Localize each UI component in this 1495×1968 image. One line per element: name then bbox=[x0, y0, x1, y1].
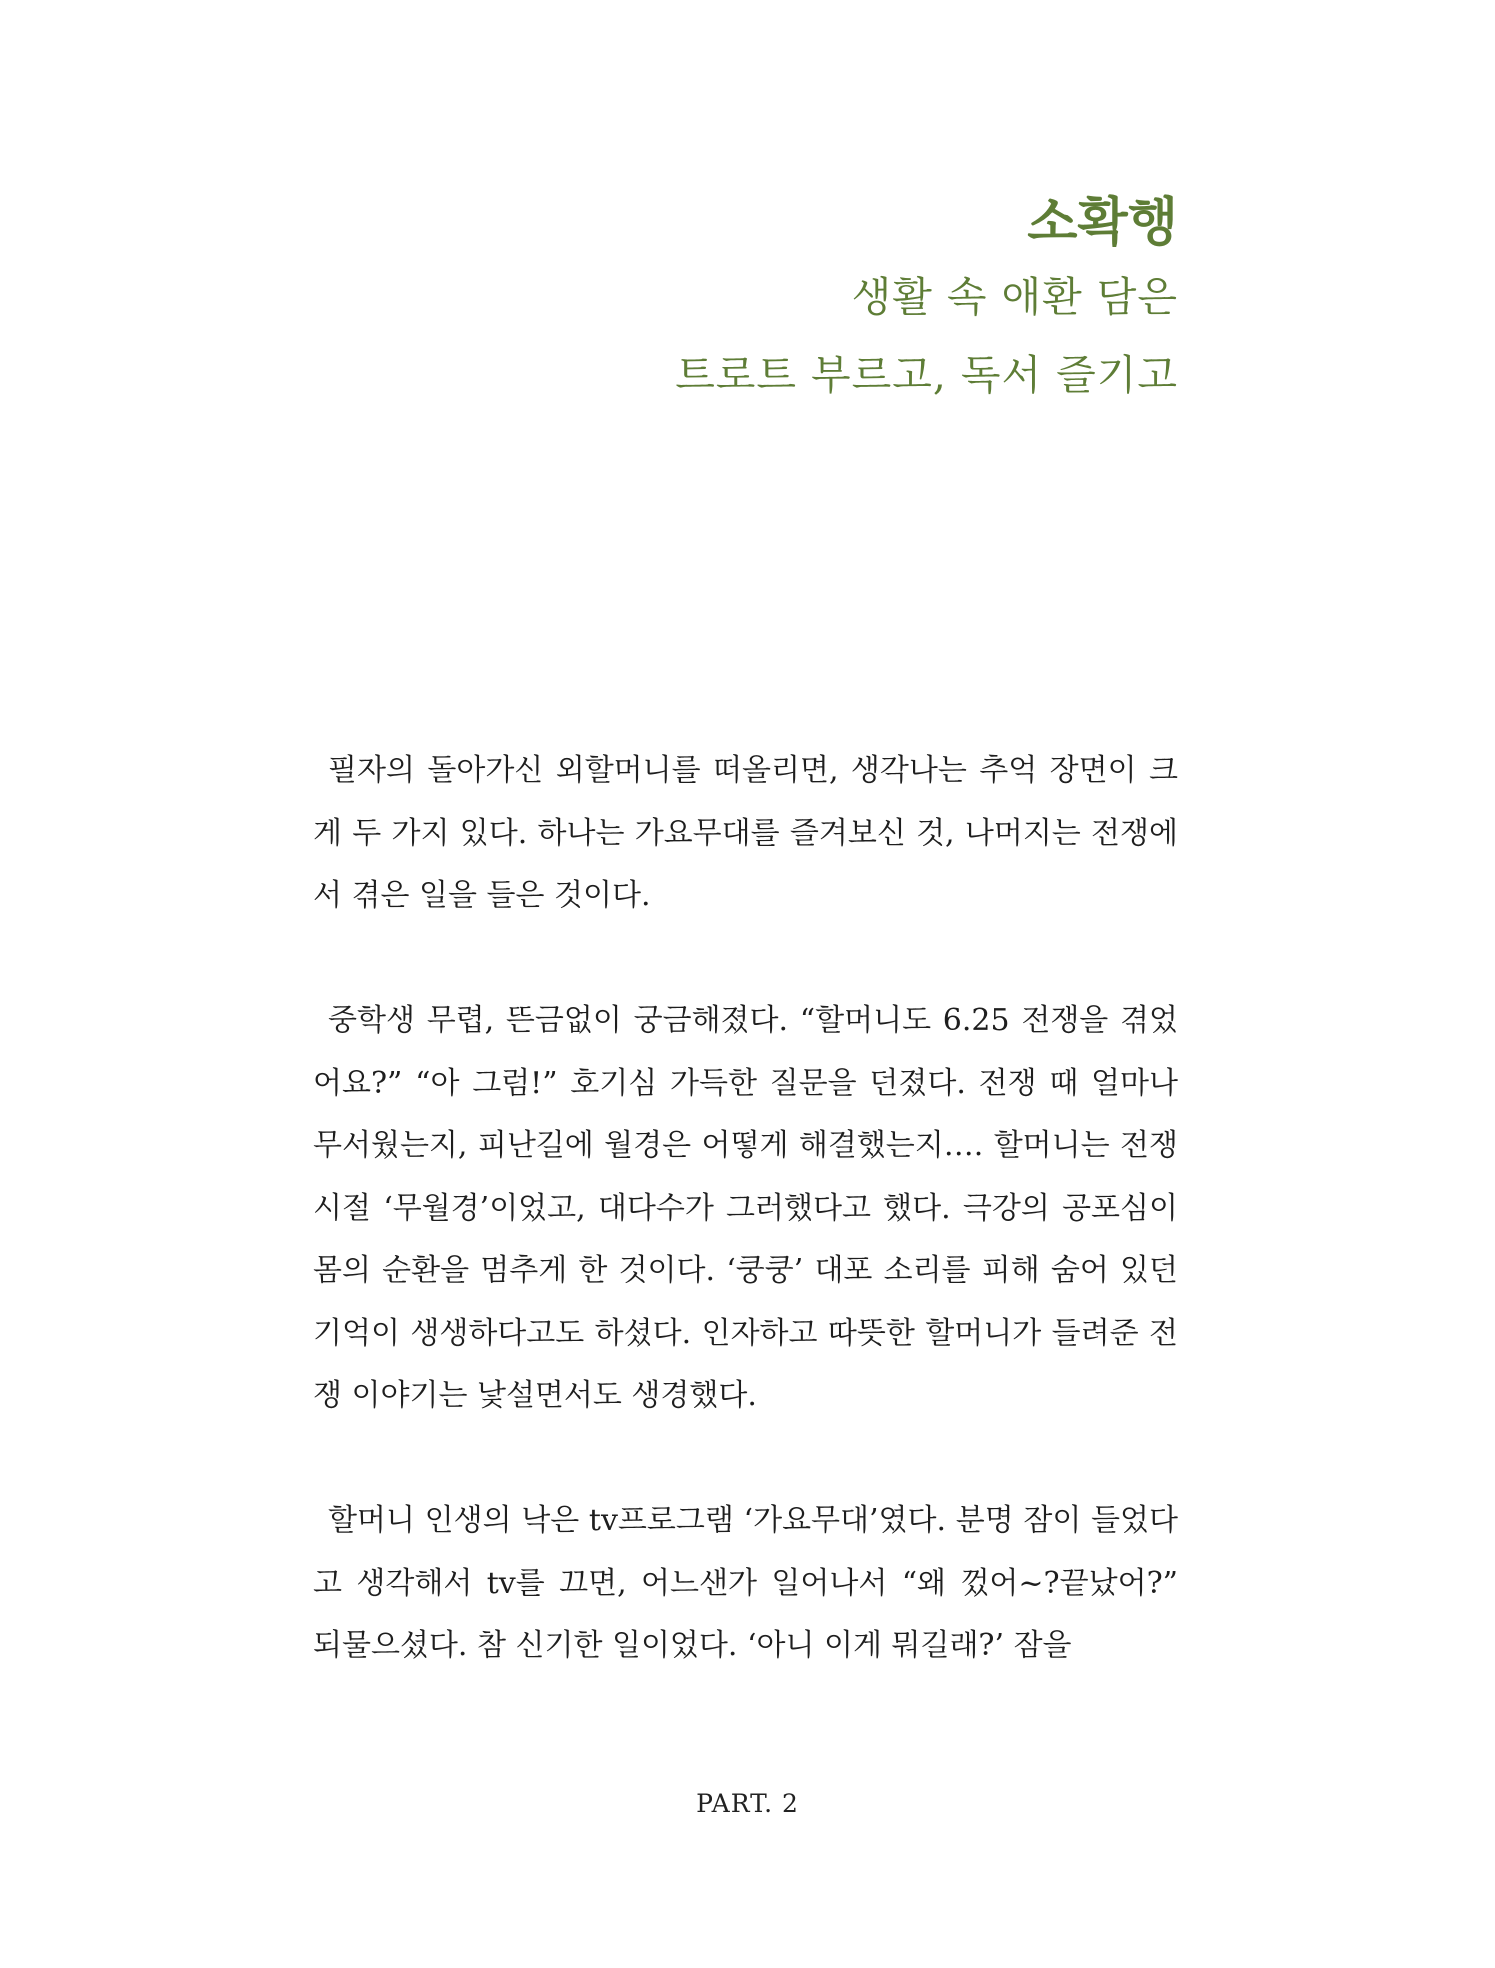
body-text bbox=[313, 740, 1178, 1678]
subtitle-line-2: 트로트 부르고, 독서 즐기고 bbox=[675, 351, 1178, 399]
page-title: 소확행 bbox=[1027, 193, 1178, 253]
heading-block bbox=[278, 188, 1178, 414]
section-label: PART. 2 bbox=[696, 1789, 799, 1818]
paragraph-2: 중학생 무렵, 뜬금없이 궁금해졌다. “할머니도 6.25 전쟁을 겪었어요?” “아 그럼!” 호기심 가득한 질문을 던졌다. 전쟁 때 얼마나 무서웠는지, 피난길에 월경은 어떻게 해결했는지…. 할머니는 전쟁 시절 ‘무월경’이었고, 대다수가 그러했다고 했다. 극강의 공포심이 몸의 순환을 멈추게 한 것이다. ‘쿵쿵’ 대포 소리를 피해 숨어 있던 기억이 생생하다고도 하셨다. 인자하고 따뜻한 할머니가 들려준 전쟁 이야기는 낯설면서도 생경했다. bbox=[313, 1003, 1178, 1413]
subtitle-line-1: 생활 속 애환 담은 bbox=[851, 273, 1178, 321]
paragraph-1: 필자의 돌아가신 외할머니를 떠올리면, 생각나는 추억 장면이 크게 두 가지 있다. 하나는 가요무대를 즐겨보신 것, 나머지는 전쟁에서 겪은 일을 들은 것이다. bbox=[313, 753, 1178, 913]
paragraph-3: 할머니 인생의 낙은 tv프로그램 ‘가요무대’였다. 분명 잠이 들었다고 생각해서 tv를 끄면, 어느샌가 일어나서 “왜 껐어~?끝났어?” 되물으셨다. 참 신기한 일이었다. ‘아니 이게 뭐길래?’ 잠을 bbox=[313, 1503, 1178, 1663]
